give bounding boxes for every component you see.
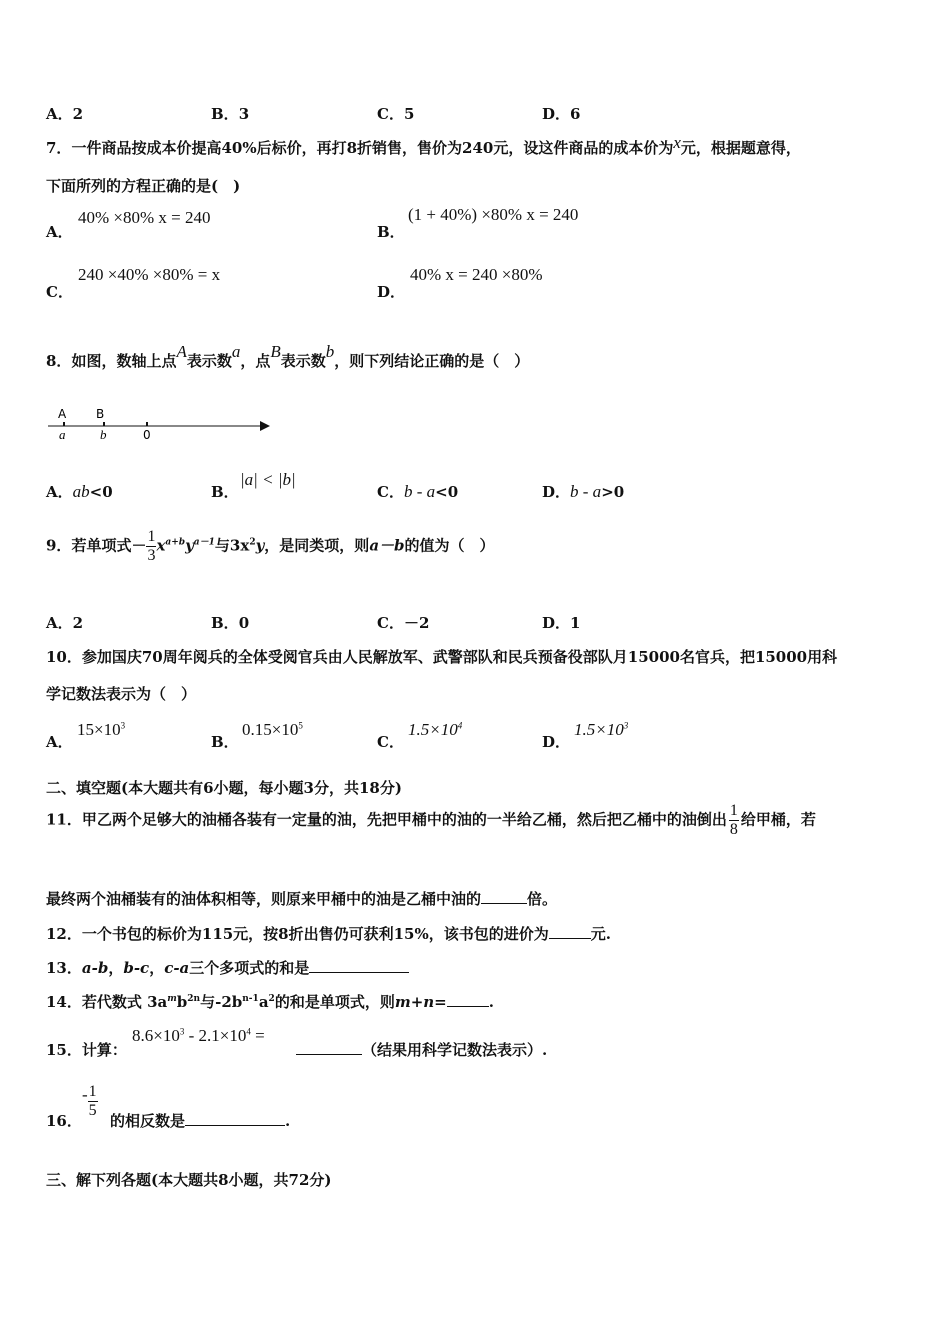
- q6-option-b: B．3: [211, 105, 250, 123]
- q10-stem-line1: 10．参加国庆70周年阅兵的全体受阅官兵由人民解放军、武警部队和民兵预备役部队月15000名官兵，把15000用科: [46, 648, 838, 666]
- q8-option-b-label: B．: [211, 483, 239, 501]
- q9-option-c: C．－2: [377, 614, 430, 632]
- q7-option-c-math: 240 ×40% ×80% = x: [78, 265, 221, 284]
- q6-option-a: A．2: [46, 105, 84, 123]
- q8-option-c: C．b - a<0: [377, 482, 459, 501]
- q10-option-c-label: C．: [377, 733, 404, 751]
- number-line-arrow: [260, 421, 270, 431]
- q10-option-a-math: $15\times 10^3$: [77, 720, 126, 739]
- q7-option-d-math: 40% x = 240 ×80%: [410, 265, 543, 284]
- q9-option-b: B．0: [211, 614, 250, 632]
- q7-option-b-label: B．: [377, 223, 405, 241]
- q15-label: 15．计算：: [46, 1041, 127, 1059]
- q15-answer-blank[interactable]: [296, 1040, 362, 1055]
- label-A: A: [58, 407, 67, 421]
- q15-math: $8.6\times 10^3 - 2.1\times 10^4$ =: [132, 1026, 265, 1045]
- label-B: B: [96, 407, 105, 421]
- q7-stem-line2: 下面所列的方程正确的是( ): [46, 177, 241, 195]
- q8-stem: 8．如图，数轴上点A表示数a，点B表示数b，则下列结论正确的是（ ）: [46, 342, 530, 370]
- q16-fraction: $\frac{1}{5}$: [88, 1083, 97, 1119]
- q8-option-b-math: |a| < |b|: [240, 470, 296, 489]
- q16-answer-blank[interactable]: [185, 1111, 285, 1126]
- q10-option-d-math: $1.5\times 10^3$: [574, 720, 629, 739]
- q9-stem: 9．若单项式－ $\frac{1}{3}$ $x^{a+b}y^{a-1}$与$3x^2y$，是同类项，则a－b的值为（ ）: [46, 528, 495, 564]
- q14-answer-blank[interactable]: [447, 992, 489, 1007]
- section-3-heading: 三、解下列各题(本大题共8小题，共72分): [46, 1171, 332, 1189]
- q10-stem-line2: 学记数法表示为（ ）: [46, 685, 197, 703]
- q16-tail: 的相反数是 .: [110, 1112, 291, 1130]
- q9-fraction: $\frac{1}{3}$: [147, 528, 156, 564]
- q15-tail: （结果用科学记数法表示）.: [296, 1039, 547, 1060]
- q10-option-d-label: D．: [542, 733, 571, 751]
- q16-math: - $\frac{1}{5}$: [82, 1083, 97, 1119]
- q10-option-a-label: A．: [46, 733, 73, 751]
- q13-answer-blank[interactable]: [309, 958, 409, 973]
- label-a: a: [59, 427, 66, 442]
- label-b: b: [100, 427, 107, 442]
- q14-stem: 14．若代数式 $3a^mb^{2n}$与$-2b^{n-1}a^2$的和是单项式，则m+n= .: [46, 993, 494, 1011]
- q12-stem: 12．一个书包的标价为115元，按8折出售仍可获利15%，该书包的进价为 元.: [46, 925, 611, 943]
- q7-option-c-label: C．: [46, 283, 73, 301]
- q9-option-a: A．2: [46, 614, 84, 632]
- q8-option-d: D．b - a>0: [542, 482, 625, 501]
- q8-option-a: A．ab<0: [46, 482, 113, 501]
- q11-answer-blank[interactable]: [481, 889, 527, 904]
- q11-stem-line2: 最终两个油桶装有的油体积相等，则原来甲桶中的油是乙桶中油的 倍。: [46, 890, 558, 908]
- q6-option-c: C．5: [377, 105, 415, 123]
- q11-fraction: $\frac{1}{8}$: [729, 802, 738, 838]
- q7-option-b-math: (1 + 40%) ×80% x = 240: [408, 205, 579, 224]
- q7-stem-line1: 7．一件商品按成本价提高40%后标价，再打8折销售，售价为240元，设这件商品的成本价为x元，根据题意得，: [46, 133, 801, 157]
- q7-option-a-math: 40% ×80% x = 240: [78, 208, 211, 227]
- q11-stem-line1: 11．甲乙两个足够大的油桶各装有一定量的油，先把甲桶中的油的一半给乙桶，然后把乙桶中的油倒出 $\frac{1}{8}$ 给甲桶，若: [46, 802, 816, 838]
- section-2-heading: 二、填空题(本大题共有6小题，每小题3分，共18分): [46, 779, 402, 797]
- number-line-figure: [44, 402, 276, 446]
- q7-option-a-label: A．: [46, 223, 73, 241]
- q10-option-c-math: $1.5\times 10^4$: [408, 720, 463, 739]
- q9-option-d: D．1: [542, 614, 581, 632]
- q10-option-b-math: $0.15\times 10^5$: [242, 720, 303, 739]
- label-zero: 0: [143, 428, 151, 442]
- q6-option-d: D．6: [542, 105, 581, 123]
- q16-number: 16．: [46, 1112, 82, 1130]
- q10-option-b-label: B．: [211, 733, 239, 751]
- q12-answer-blank[interactable]: [549, 924, 591, 939]
- q7-option-d-label: D．: [377, 283, 406, 301]
- q13-stem: 13．a-b，b-c，c-a三个多项式的和是: [46, 957, 409, 978]
